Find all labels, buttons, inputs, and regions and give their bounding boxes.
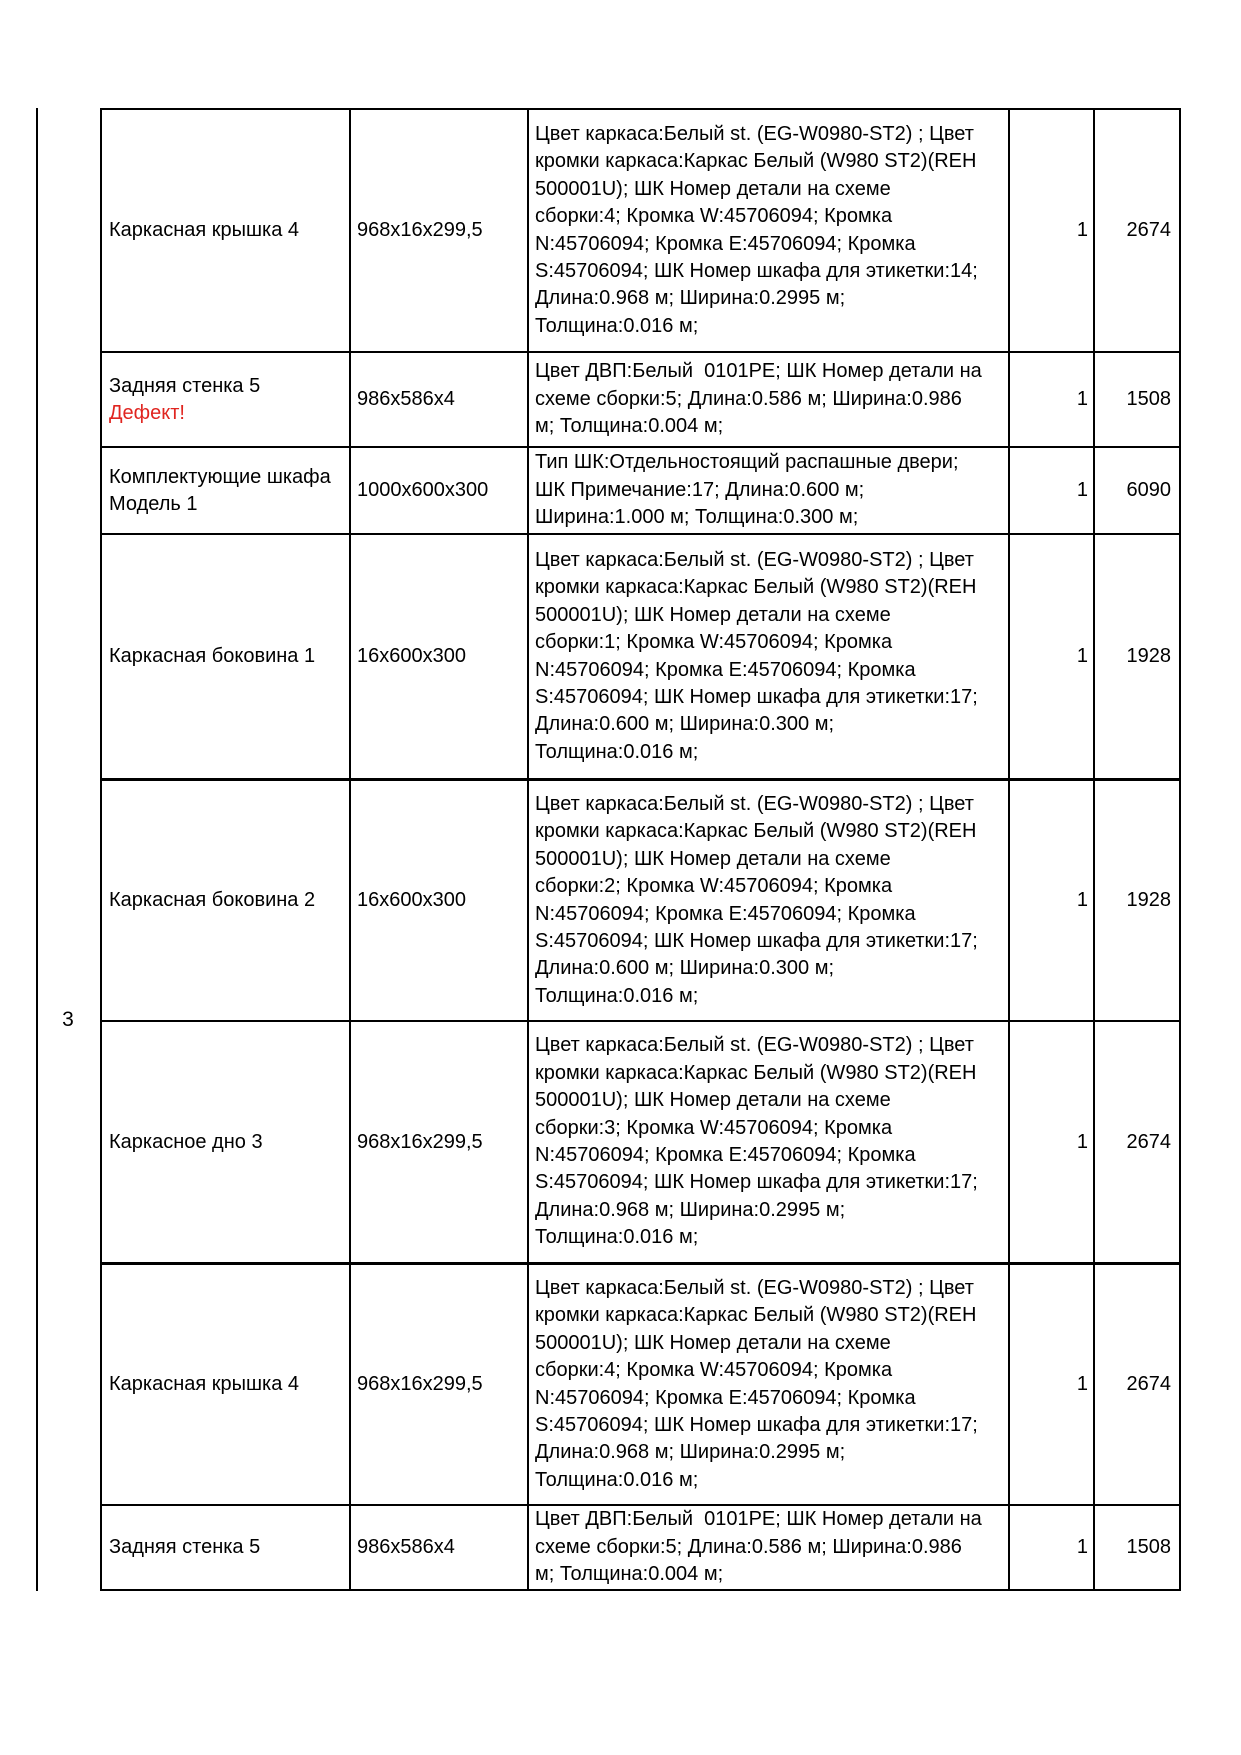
part-dimensions: 968x16x299,5	[357, 1373, 483, 1395]
part-description-line: S:45706094; ШК Номер шкафа для этикетки:17;	[535, 929, 978, 952]
part-description-line: Длина:0.968 м; Ширина:0.2995 м;	[535, 287, 846, 310]
part-price-cell	[1093, 448, 1179, 533]
part-dimensions-cell	[349, 353, 527, 446]
part-description-line: кромки каркаса:Каркас Белый (W980 ST2)(REH	[535, 1061, 977, 1084]
part-name-cell	[102, 110, 349, 351]
part-dimensions: 986x586x4	[357, 1536, 455, 1558]
part-name-cell	[102, 1265, 349, 1504]
part-description-line: 500001U); ШК Номер детали на схеме	[535, 177, 891, 200]
part-name: Модель 1	[109, 492, 198, 515]
part-dimensions-cell	[349, 535, 527, 778]
row-group-left-border	[36, 108, 38, 1591]
part-description-line: Толщина:0.016 м;	[535, 984, 699, 1007]
part-name: Комплектующие шкафа	[109, 465, 331, 488]
part-description-line: Длина:0.600 м; Ширина:0.300 м;	[535, 957, 835, 980]
part-quantity-cell	[1008, 781, 1093, 1020]
table-row	[102, 1020, 1179, 1262]
part-description-line: сборки:4; Кромка W:45706094; Кромка	[535, 205, 893, 228]
part-description-line: Цвет ДВП:Белый 0101PE; ШК Номер детали на	[535, 360, 982, 383]
part-description-line: сборки:4; Кромка W:45706094; Кромка	[535, 1359, 893, 1382]
part-quantity: 1	[1076, 219, 1088, 241]
part-dimensions-cell	[349, 781, 527, 1020]
table-row	[102, 110, 1179, 351]
defect-label: Дефект!	[109, 401, 185, 424]
table-row	[102, 351, 1179, 446]
part-quantity: 1	[1076, 1130, 1088, 1153]
part-name: Каркасная крышка 4	[109, 219, 300, 241]
part-dimensions: 16x600x300	[357, 889, 466, 911]
part-name: Каркасная боковина 2	[109, 889, 316, 911]
part-description-line: N:45706094; Кромка E:45706094; Кромка	[535, 232, 916, 255]
part-description-line: S:45706094; ШК Номер шкафа для этикетки:14;	[535, 259, 978, 282]
part-quantity-cell	[1008, 110, 1093, 351]
part-price-cell	[1093, 110, 1179, 351]
part-dimensions-cell	[349, 1022, 527, 1262]
part-description-line: м; Толщина:0.004 м;	[535, 1563, 724, 1586]
part-description-line: S:45706094; ШК Номер шкафа для этикетки:17;	[535, 1171, 978, 1194]
part-description-line: N:45706094; Кромка E:45706094; Кромка	[535, 1386, 916, 1409]
part-description-cell	[527, 781, 1008, 1020]
part-name-cell	[102, 353, 349, 446]
part-description-line: Длина:0.968 м; Ширина:0.2995 м;	[535, 1441, 846, 1464]
part-name-cell	[102, 448, 349, 533]
part-description-line: 500001U); ШК Номер детали на схеме	[535, 1331, 891, 1354]
part-description-line: сборки:3; Кромка W:45706094; Кромка	[535, 1116, 893, 1139]
part-dimensions: 968x16x299,5	[357, 1130, 483, 1153]
part-description-line: Длина:0.600 м; Ширина:0.300 м;	[535, 713, 835, 736]
part-quantity: 1	[1076, 388, 1088, 410]
part-name: Каркасная крышка 4	[109, 1373, 300, 1395]
part-price-cell	[1093, 1022, 1179, 1262]
part-dimensions-cell	[349, 110, 527, 351]
part-dimensions-cell	[349, 448, 527, 533]
part-description-cell	[527, 1265, 1008, 1504]
part-description-line: S:45706094; ШК Номер шкафа для этикетки:17;	[535, 685, 978, 708]
part-description-line: 500001U); ШК Номер детали на схеме	[535, 1089, 891, 1112]
part-description-cell	[527, 535, 1008, 778]
part-description-line: Ширина:1.000 м; Толщина:0.300 м;	[535, 506, 859, 529]
part-description-line: 500001U); ШК Номер детали на схеме	[535, 603, 891, 626]
part-quantity-cell	[1008, 353, 1093, 446]
part-quantity: 1	[1076, 645, 1088, 667]
part-description-line: схеме сборки:5; Длина:0.586 м; Ширина:0.986	[535, 1535, 962, 1558]
part-description-line: Цвет каркаса:Белый st. (EG-W0980-ST2) ; Цвет	[535, 122, 974, 145]
part-description-line: Длина:0.968 м; Ширина:0.2995 м;	[535, 1198, 846, 1221]
part-description-line: кромки каркаса:Каркас Белый (W980 ST2)(REH	[535, 150, 977, 173]
part-description-line: Толщина:0.016 м;	[535, 1226, 699, 1249]
part-dimensions-cell	[349, 1506, 527, 1589]
part-description-cell	[527, 1022, 1008, 1262]
part-description-cell	[527, 448, 1008, 533]
part-quantity: 1	[1076, 889, 1088, 911]
part-name-cell	[102, 1022, 349, 1262]
part-description-line: схеме сборки:5; Длина:0.586 м; Ширина:0.986	[535, 387, 962, 410]
row-group-number: 3	[62, 1008, 74, 1031]
part-description-cell	[527, 1506, 1008, 1589]
part-price: 1508	[1126, 1536, 1171, 1558]
part-price: 2674	[1126, 219, 1171, 241]
table-row	[102, 1262, 1179, 1504]
part-price: 2674	[1126, 1130, 1171, 1153]
part-name-cell	[102, 781, 349, 1020]
part-price: 2674	[1126, 1373, 1171, 1395]
part-dimensions-cell	[349, 1265, 527, 1504]
part-description-line: сборки:2; Кромка W:45706094; Кромка	[535, 875, 893, 898]
part-description-line: кромки каркаса:Каркас Белый (W980 ST2)(REH	[535, 1304, 977, 1327]
part-price: 1928	[1126, 889, 1171, 911]
part-name: Задняя стенка 5	[109, 1536, 261, 1558]
part-quantity: 1	[1076, 1373, 1088, 1395]
table-row	[102, 446, 1179, 533]
part-description-line: сборки:1; Кромка W:45706094; Кромка	[535, 631, 893, 654]
parts-table	[100, 108, 1181, 1591]
part-description-line: ШК Примечание:17; Длина:0.600 м;	[535, 478, 865, 501]
part-description-cell	[527, 353, 1008, 446]
part-quantity: 1	[1076, 479, 1088, 501]
part-description-line: Толщина:0.016 м;	[535, 314, 699, 337]
part-description-line: Цвет каркаса:Белый st. (EG-W0980-ST2) ; Цвет	[535, 548, 974, 571]
part-description-line: Толщина:0.016 м;	[535, 740, 699, 763]
part-description-line: Цвет ДВП:Белый 0101PE; ШК Номер детали на	[535, 1508, 982, 1531]
part-quantity-cell	[1008, 535, 1093, 778]
part-name: Каркасное дно 3	[109, 1130, 263, 1153]
part-description-cell	[527, 110, 1008, 351]
part-description-line: N:45706094; Кромка E:45706094; Кромка	[535, 658, 916, 681]
part-description-line: Цвет каркаса:Белый st. (EG-W0980-ST2) ; Цвет	[535, 1034, 974, 1057]
part-dimensions: 16x600x300	[357, 645, 466, 667]
part-dimensions: 968x16x299,5	[357, 219, 483, 241]
table-row	[102, 1504, 1179, 1589]
part-price-cell	[1093, 1265, 1179, 1504]
part-price-cell	[1093, 353, 1179, 446]
part-description-line: N:45706094; Кромка E:45706094; Кромка	[535, 902, 916, 925]
part-description-line: Цвет каркаса:Белый st. (EG-W0980-ST2) ; Цвет	[535, 792, 974, 815]
part-quantity-cell	[1008, 1022, 1093, 1262]
part-price-cell	[1093, 781, 1179, 1020]
part-quantity-cell	[1008, 1506, 1093, 1589]
part-price: 1928	[1126, 645, 1171, 667]
table-row	[102, 533, 1179, 778]
part-price-cell	[1093, 535, 1179, 778]
part-description-line: S:45706094; ШК Номер шкафа для этикетки:17;	[535, 1413, 978, 1436]
part-price-cell	[1093, 1506, 1179, 1589]
part-dimensions: 1000x600x300	[357, 479, 489, 501]
part-name-cell	[102, 1506, 349, 1589]
part-description-line: Толщина:0.016 м;	[535, 1468, 699, 1491]
part-quantity: 1	[1076, 1536, 1088, 1558]
part-description-line: 500001U); ШК Номер детали на схеме	[535, 847, 891, 870]
part-quantity-cell	[1008, 1265, 1093, 1504]
part-description-line: м; Толщина:0.004 м;	[535, 415, 724, 438]
part-description-line: N:45706094; Кромка E:45706094; Кромка	[535, 1144, 916, 1166]
part-name: Задняя стенка 5	[109, 374, 261, 397]
table-row	[102, 778, 1179, 1020]
part-description-line: кромки каркаса:Каркас Белый (W980 ST2)(REH	[535, 820, 977, 843]
part-quantity-cell	[1008, 448, 1093, 533]
part-price: 1508	[1126, 388, 1171, 410]
part-dimensions: 986x586x4	[357, 388, 455, 410]
part-name-cell	[102, 535, 349, 778]
part-description-line: кромки каркаса:Каркас Белый (W980 ST2)(REH	[535, 576, 977, 599]
part-price: 6090	[1126, 479, 1171, 501]
part-description-line: Цвет каркаса:Белый st. (EG-W0980-ST2) ; Цвет	[535, 1276, 974, 1299]
part-description-line: Тип ШК:Отдельностоящий распашные двери;	[535, 451, 959, 474]
part-name: Каркасная боковина 1	[109, 645, 316, 667]
